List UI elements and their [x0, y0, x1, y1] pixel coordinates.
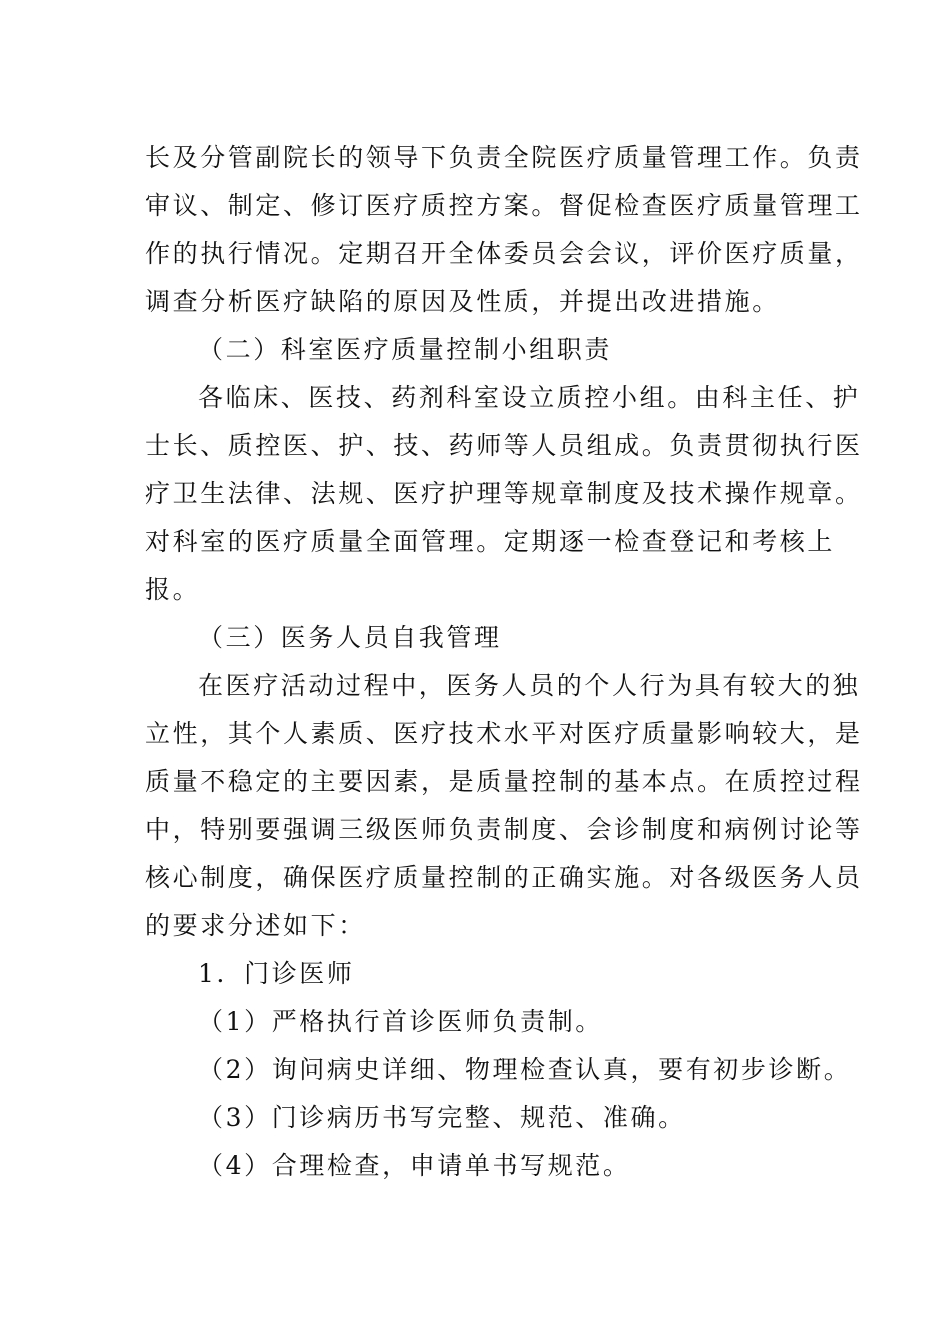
paragraph-line: 对科室的医疗质量全面管理。定期逐一检查登记和考核上 — [145, 527, 836, 556]
paragraph-line: 各临床、医技、药剂科室设立质控小组。由科主任、护 — [198, 383, 861, 412]
paragraph-line: 核心制度，确保医疗质量控制的正确实施。对各级医务人员 — [145, 863, 863, 892]
paragraph-line: 作的执行情况。定期召开全体委员会会议，评价医疗质量， — [145, 239, 863, 268]
paragraph-line: 长及分管副院长的领导下负责全院医疗质量管理工作。负责 — [145, 143, 863, 172]
paragraph-line: 中，特别要强调三级医师负责制度、会诊制度和病例讨论等 — [145, 815, 863, 844]
list-item: （3）门诊病历书写完整、规范、准确。 — [198, 1103, 686, 1132]
list-item: （4）合理检查，申请单书写规范。 — [198, 1151, 631, 1180]
list-item: （1）严格执行首诊医师负责制。 — [198, 1007, 603, 1036]
paragraph-line: 在医疗活动过程中，医务人员的个人行为具有较大的独 — [198, 671, 861, 700]
paragraph-line: 立性，其个人素质、医疗技术水平对医疗质量影响较大，是 — [145, 719, 863, 748]
section-heading-3: （三）医务人员自我管理 — [198, 623, 502, 652]
list-item: （2）询问病史详细、物理检查认真，要有初步诊断。 — [198, 1055, 852, 1084]
paragraph-line: 调查分析医疗缺陷的原因及性质，并提出改进措施。 — [145, 287, 780, 316]
section-heading-2: （二）科室医疗质量控制小组职责 — [198, 335, 613, 364]
paragraph-line: 士长、质控医、护、技、药师等人员组成。负责贯彻执行医 — [145, 431, 863, 460]
paragraph-line: 的要求分述如下： — [145, 911, 366, 940]
paragraph-line: 疗卫生法律、法规、医疗护理等规章制度及技术操作规章。 — [145, 479, 863, 508]
subsection-heading: 1．门诊医师 — [198, 959, 355, 988]
paragraph-line: 审议、制定、修订医疗质控方案。督促检查医疗质量管理工 — [145, 191, 863, 220]
paragraph-line: 报。 — [145, 575, 201, 604]
paragraph-line: 质量不稳定的主要因素，是质量控制的基本点。在质控过程 — [145, 767, 863, 796]
